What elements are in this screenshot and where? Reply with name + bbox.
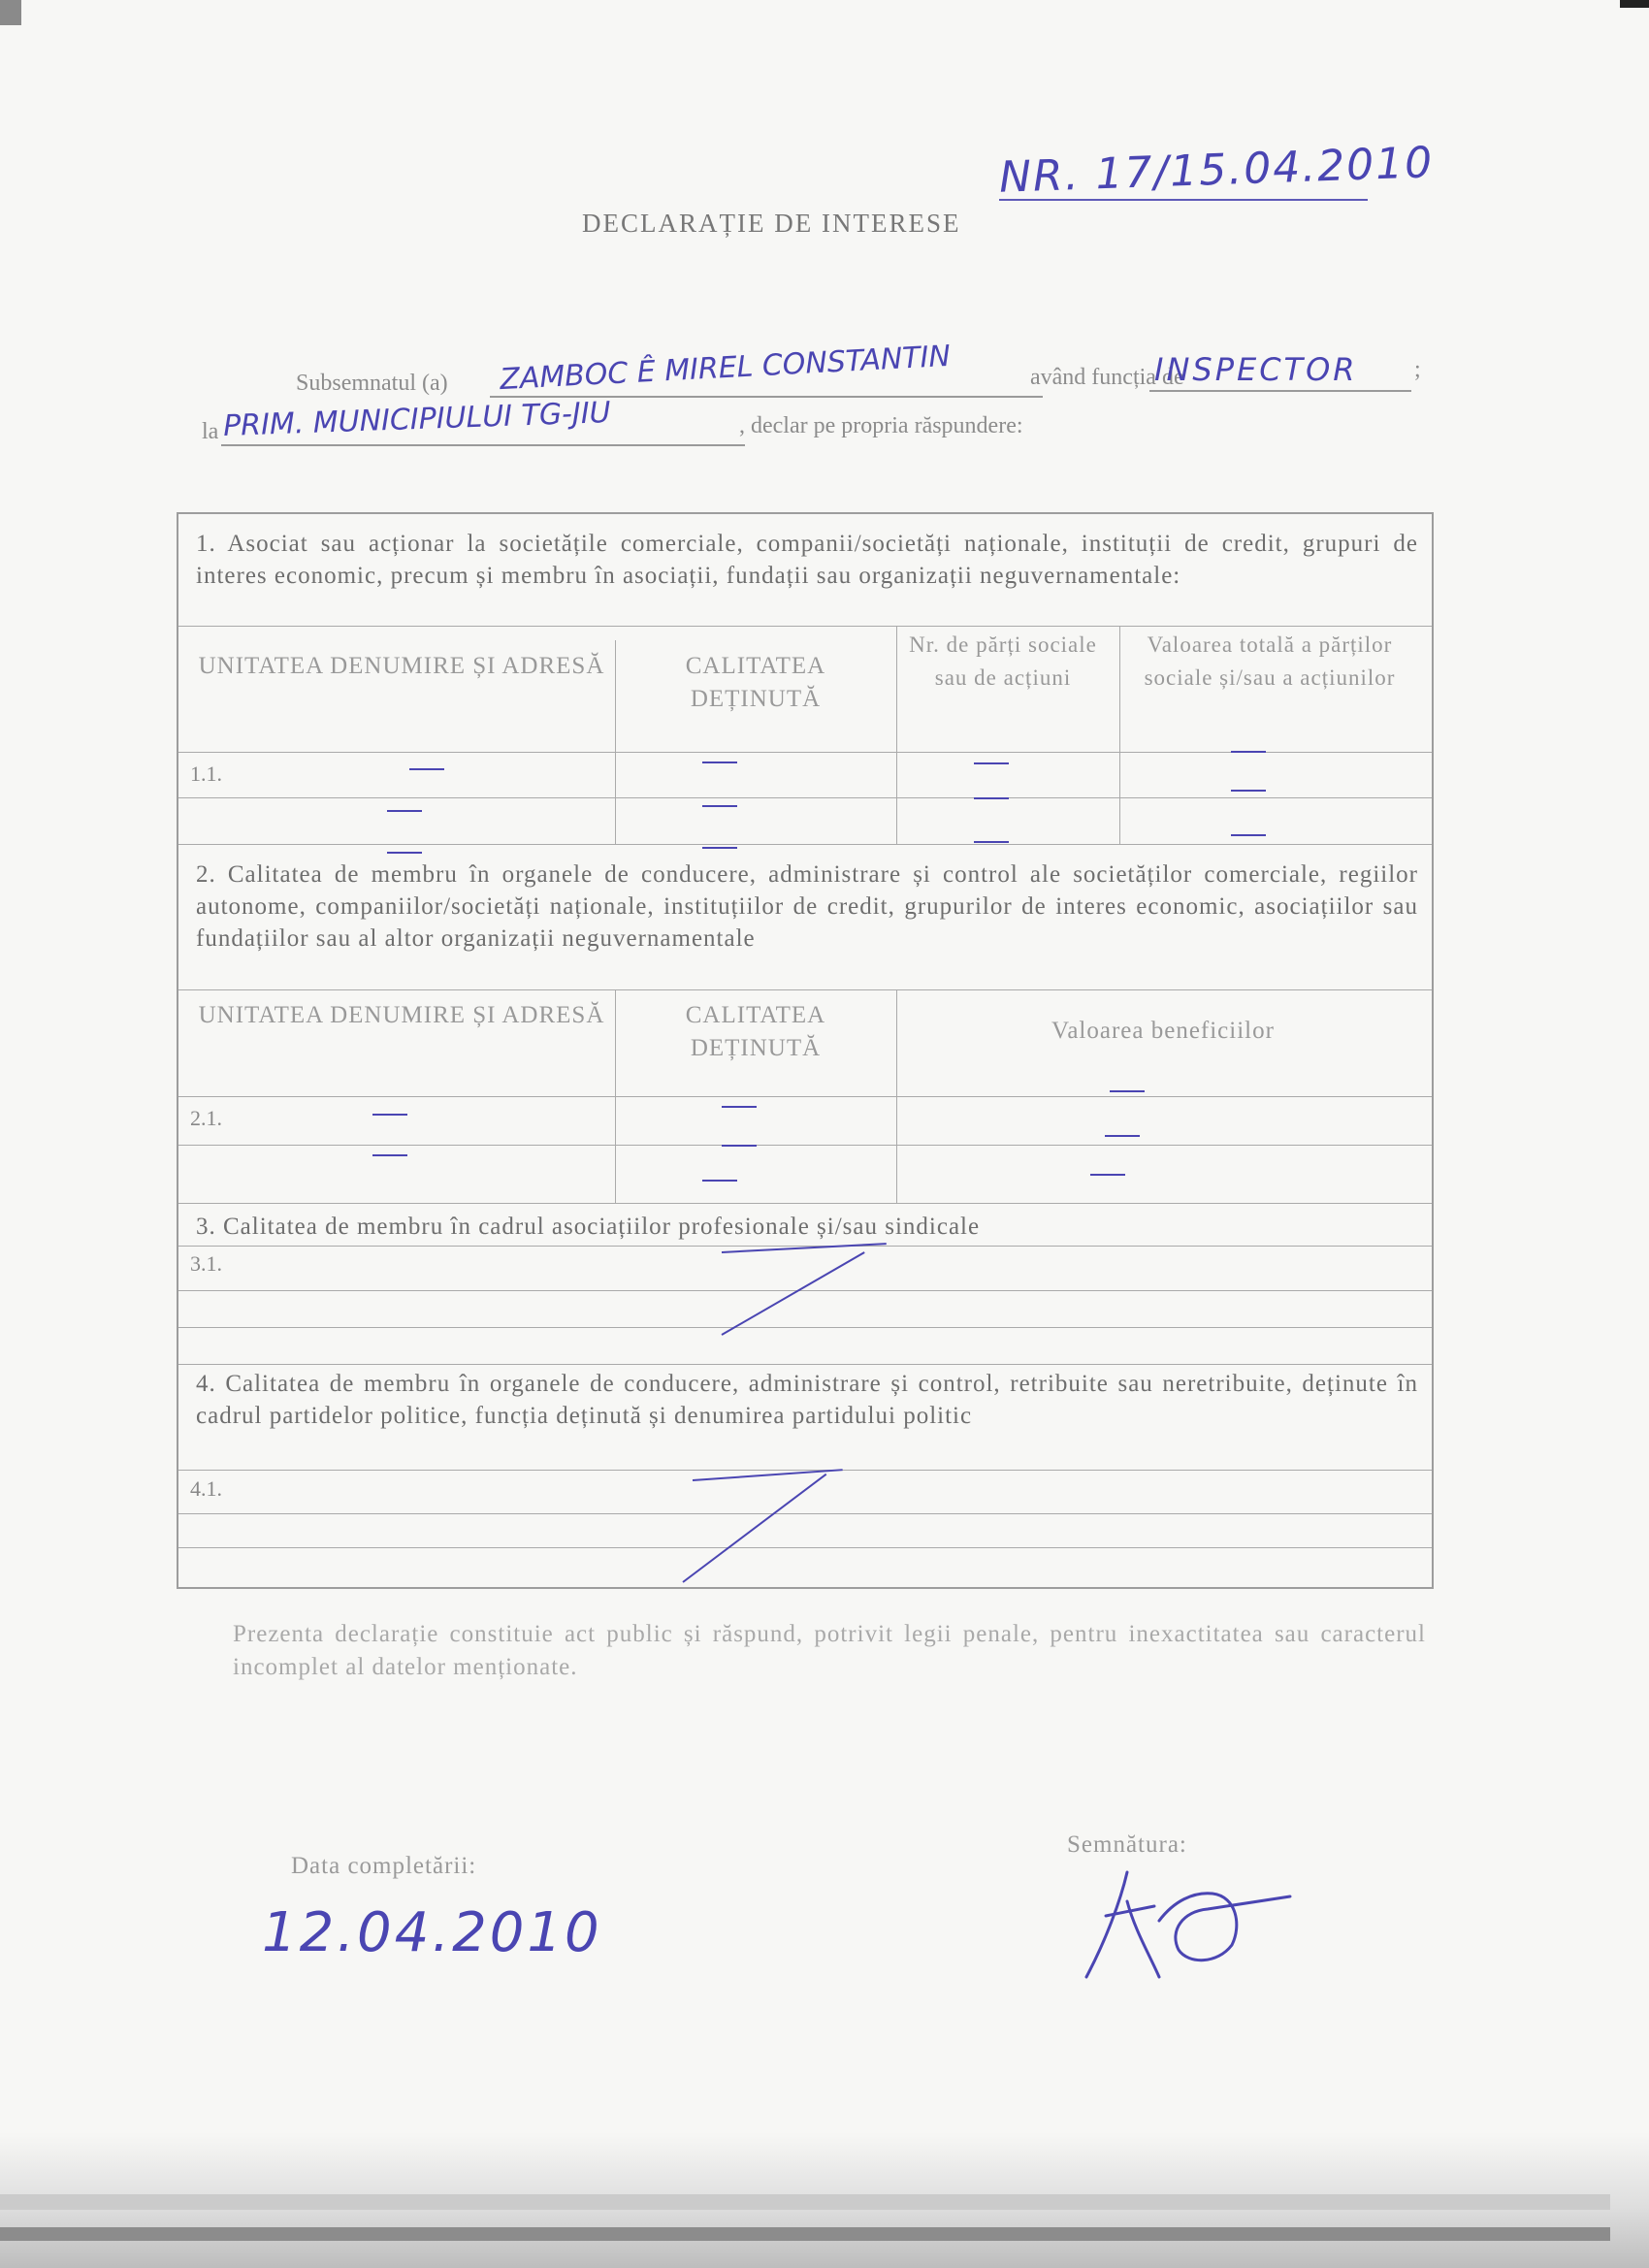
at-label: la <box>202 419 219 444</box>
s1-header-quality: CALITATEA DEȚINUTĂ <box>685 653 826 712</box>
legal-statement: Prezenta declarație constituie act public și răspund, potrivit legii penale, pentru inexactitatea sau caracterul incomplet al datelor menționate. <box>233 1621 1426 1680</box>
declarant-institution: PRIM. MUNICIPIULUI TG-JIU <box>222 396 612 443</box>
date-label: Data completării: <box>291 1853 477 1879</box>
s2-row-label: 2.1. <box>190 1106 222 1130</box>
registration-number: NR. 17/15.04.2010 <box>998 138 1435 203</box>
s1-header-shares: Nr. de părți sociale sau de acțiuni <box>909 632 1097 690</box>
s2-header-quality: CALITATEA DEȚINUTĂ <box>685 1002 826 1061</box>
signature-image <box>1067 1863 1319 1989</box>
function-label: având funcția de <box>1030 365 1184 390</box>
section-1-text: 1. Asociat sau acționar la societățile comerciale, companii/societăți naționale, instituții de credit, grupuri de interes economic, precum și membru în asociații, fundații sau organizații neguvernamentale: <box>196 531 1418 589</box>
section-3-text: 3. Calitatea de membru în cadrul asociațiilor profesionale și/sau sindicale <box>196 1214 981 1240</box>
s3-row-label: 3.1. <box>190 1251 222 1276</box>
signature-label: Semnătura: <box>1067 1831 1187 1858</box>
declarant-name: ZAMBOC Ê MIREL CONSTANTIN <box>499 339 952 398</box>
function-underline <box>1149 390 1411 392</box>
declarant-function: INSPECTOR <box>1154 351 1358 388</box>
registration-underline <box>999 199 1368 201</box>
institution-underline <box>221 444 745 446</box>
s1-header-unit: UNITATEA DENUMIRE ȘI ADRESĂ <box>198 653 605 679</box>
declaration-table <box>177 512 1434 1589</box>
s1-header-value: Valoarea totală a părților sociale și/sau a acțiunilor <box>1144 632 1396 690</box>
s1-dash <box>409 768 444 770</box>
scan-edge-mark <box>1620 0 1649 8</box>
completion-date: 12.04.2010 <box>262 1901 602 1964</box>
s1-row-label: 1.1. <box>190 761 222 786</box>
scan-corner-mark <box>0 0 21 25</box>
s2-header-unit: UNITATEA DENUMIRE ȘI ADRESĂ <box>198 1002 605 1028</box>
section-4-text: 4. Calitatea de membru în organele de conducere, administrare și control, retribuite sau neretribuite, deținute în cadrul partidelor politice, funcția deținută și denumirea partidului politic <box>196 1371 1418 1429</box>
intro-label: Subsemnatul (a) <box>296 371 448 396</box>
statement-suffix: , declar pe propria răspundere: <box>739 413 1023 438</box>
document-title: DECLARAȚIE DE INTERESE <box>582 209 961 238</box>
section-2-text: 2. Calitatea de membru în organele de conducere, administrare și control ale societăților comerciale, regiilor autonome, companiilor/societăți naționale, instituțiilor de credit, grupurilor de interes economic, asociațiilor sau fundațiilor sau al altor organizații neguvernamentale <box>196 861 1418 952</box>
s2-header-benefits: Valoarea beneficiilor <box>1051 1018 1275 1044</box>
s4-row-label: 4.1. <box>190 1476 222 1501</box>
